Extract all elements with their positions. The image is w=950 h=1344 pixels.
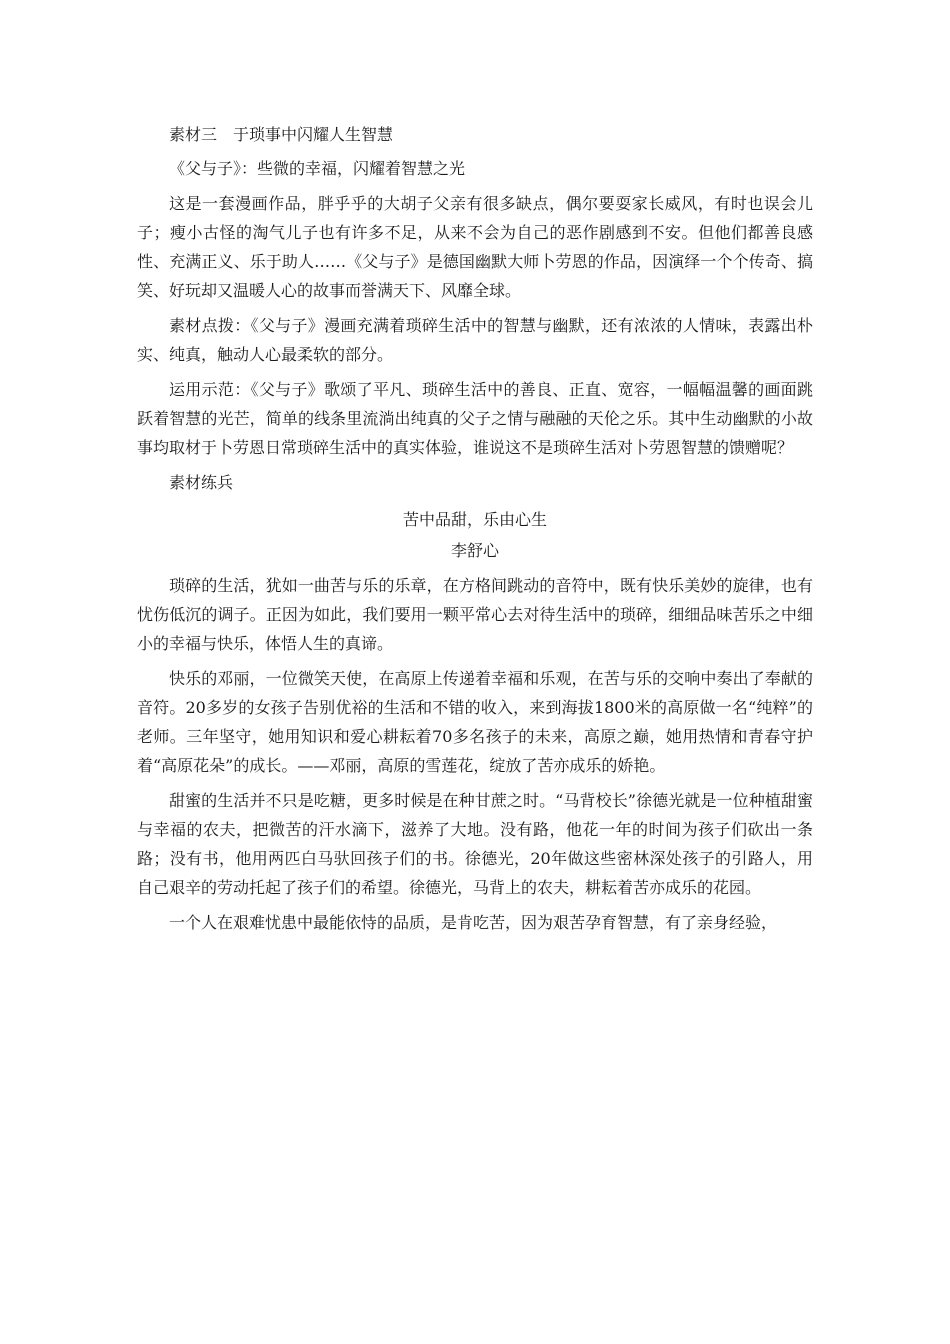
exercise-label: 素材练兵 <box>169 473 234 492</box>
essay-paragraph: 一个人在艰难忧患中最能依恃的品质，是肯吃苦，因为艰苦孕育智慧，有了亲身经验， <box>169 913 778 932</box>
document-body <box>137 120 813 943</box>
essay-paragraph: 快乐的邓丽，一位微笑天使，在高原上传递着幸福和乐观，在苦与乐的交响中奏出了奉献的音符。20多岁的女孩子告别优裕的生活和不错的收入，来到海拔1800米的高原做一名“纯粹”的老师。三年坚守，她用知识和爱心耕耘着70多名孩子的未来，高原之巅，她用热情和青春守护着“高原花朵”的成长。——邓丽，高原的雪莲花，绽放了苦亦成乐的娇艳。 <box>137 669 813 775</box>
section-title: 素材三 于琐事中闪耀人生智慧 <box>169 125 394 144</box>
essay-author: 李舒心 <box>450 541 499 560</box>
essay-title: 苦中品甜，乐由心生 <box>402 510 547 529</box>
material-tips-paragraph: 素材点拨：《父与子》漫画充满着琐碎生活中的智慧与幽默，还有浓浓的人情味，表露出朴实、纯真，触动人心最柔软的部分。 <box>137 316 813 364</box>
usage-example-paragraph: 运用示范：《父与子》歌颂了平凡、琐碎生活中的善良、正直、宽容，一幅幅温馨的画面跳跃着智慧的光芒，简单的线条里流淌出纯真的父子之情与融融的天伦之乐。其中生动幽默的小故事均取材于卜劳恩日常琐碎生活中的真实体验，谁说这不是琐碎生活对卜劳恩智慧的馈赠呢？ <box>137 380 813 457</box>
material-subtitle: 《父与子》：些微的幸福，闪耀着智慧之光 <box>169 159 466 178</box>
essay-paragraph: 甜蜜的生活并不只是吃糖，更多时候是在种甘蔗之时。“马背校长”徐德光就是一位种植甜蜜与幸福的农夫，把微苦的汗水滴下，滋养了大地。没有路，他花一年的时间为孩子们砍出一条路；没有书，他用两匹白马驮回孩子们的书。徐德光，20年做这些密林深处孩子的引路人，用自己艰辛的劳动托起了孩子们的希望。徐德光，马背上的农夫，耕耘着苦亦成乐的花园。 <box>137 791 813 897</box>
material-paragraph: 这是一套漫画作品，胖乎乎的大胡子父亲有很多缺点，偶尔要耍家长威风，有时也误会儿子；瘦小古怪的淘气儿子也有许多不足，从来不会为自己的恶作剧感到不安。但他们都善良感性、充满正义、乐于助人……《父与子》是德国幽默大师卜劳恩的作品，因演绎一个个传奇、搞笑、好玩却又温暖人心的故事而誉满天下、风靡全球。 <box>137 194 813 300</box>
essay-paragraph: 琐碎的生活，犹如一曲苦与乐的乐章，在方格间跳动的音符中，既有快乐美妙的旋律，也有忧伤低沉的调子。正因为如此，我们要用一颗平常心去对待生活中的琐碎，细细品味苦乐之中细小的幸福与快乐，体悟人生的真谛。 <box>137 576 813 653</box>
